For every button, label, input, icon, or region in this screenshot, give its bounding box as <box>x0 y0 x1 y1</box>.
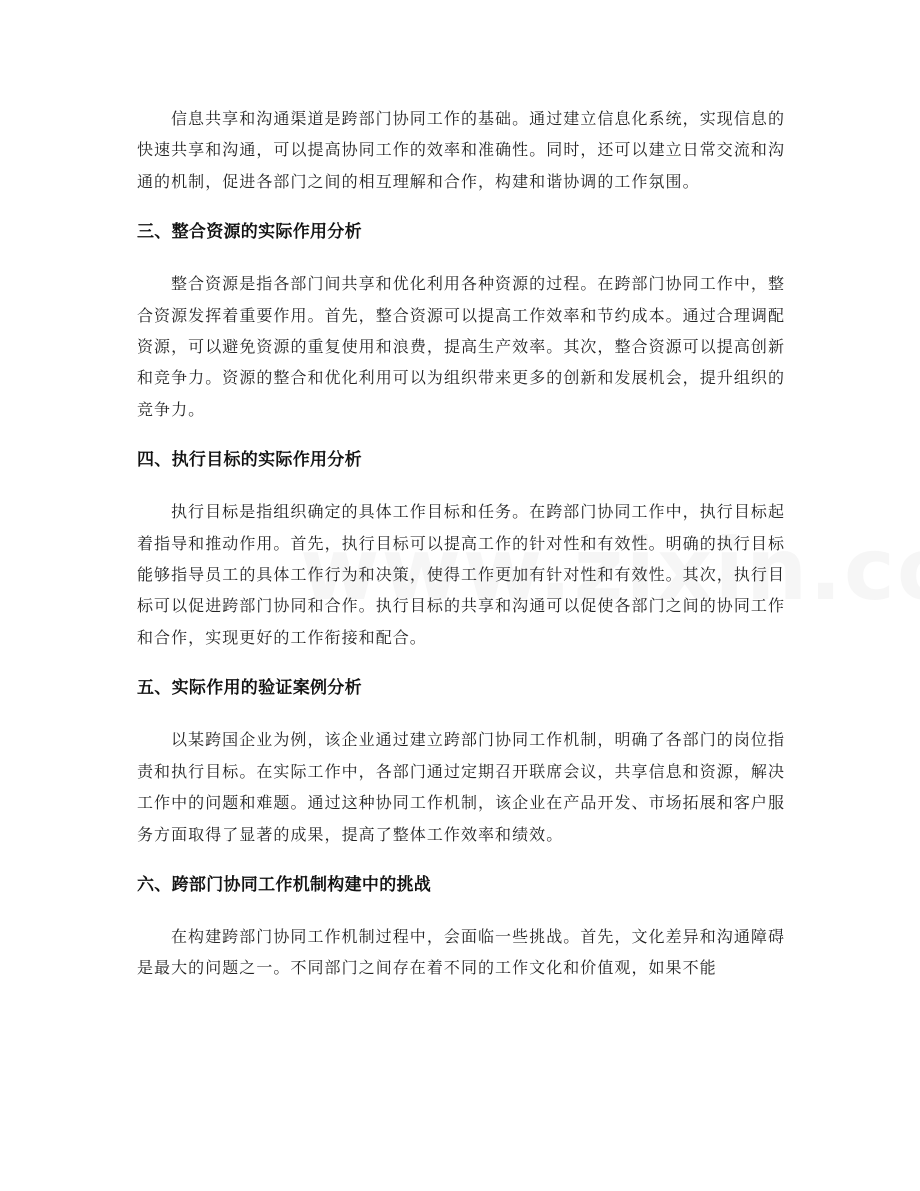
document-body <box>137 103 785 984</box>
paragraph-case-study: 以某跨国企业为例，该企业通过建立跨部门协同工作机制，明确了各部门的岗位指责和执行目标。在实际工作中，各部门通过定期召开联席会议，共享信息和资源，解决工作中的问题和难题。通过这种协同工作机制，该企业在产品开发、市场拓展和客户服务方面取得了显著的成果，提高了整体工作效率和绩效。 <box>137 730 785 844</box>
section-heading-4: 四、执行目标的实际作用分析 <box>137 450 362 471</box>
section-heading-3: 三、整合资源的实际作用分析 <box>137 222 362 243</box>
section-heading-6: 六、跨部门协同工作机制构建中的挑战 <box>137 874 432 895</box>
paragraph-execution-goals: 执行目标是指组织确定的具体工作目标和任务。在跨部门协同工作中，执行目标起着指导和推动作用。首先，执行目标可以提高工作的针对性和有效性。明确的执行目标能够指导员工的具体工作行为和决策，使得工作更加有针对性和有效性。其次，执行目标可以促进跨部门协同和合作。执行目标的共享和沟通可以促使各部门之间的协同工作和合作，实现更好的工作衔接和配合。 <box>137 502 785 647</box>
paragraph-challenges: 在构建跨部门协同工作机制过程中，会面临一些挑战。首先，文化差异和沟通障碍是最大的问题之一。不同部门之间存在着不同的工作文化和价值观，如果不能 <box>137 926 785 978</box>
paragraph-info-sharing: 信息共享和沟通渠道是跨部门协同工作的基础。通过建立信息化系统，实现信息的快速共享和沟通，可以提高协同工作的效率和准确性。同时，还可以建立日常交流和沟通的机制，促进各部门之间的相互理解和合作，构建和谐协调的工作氛围。 <box>137 109 785 191</box>
section-heading-5: 五、实际作用的验证案例分析 <box>137 678 362 699</box>
paragraph-resource-integration: 整合资源是指各部门间共享和优化利用各种资源的过程。在跨部门协同工作中，整合资源发挥着重要作用。首先，整合资源可以提高工作效率和节约成本。通过合理调配资源，可以避免资源的重复使用和浪费，提高生产效率。其次，整合资源可以提高创新和竞争力。资源的整合和优化利用可以为组织带来更多的创新和发展机会，提升组织的竞争力。 <box>137 274 785 419</box>
